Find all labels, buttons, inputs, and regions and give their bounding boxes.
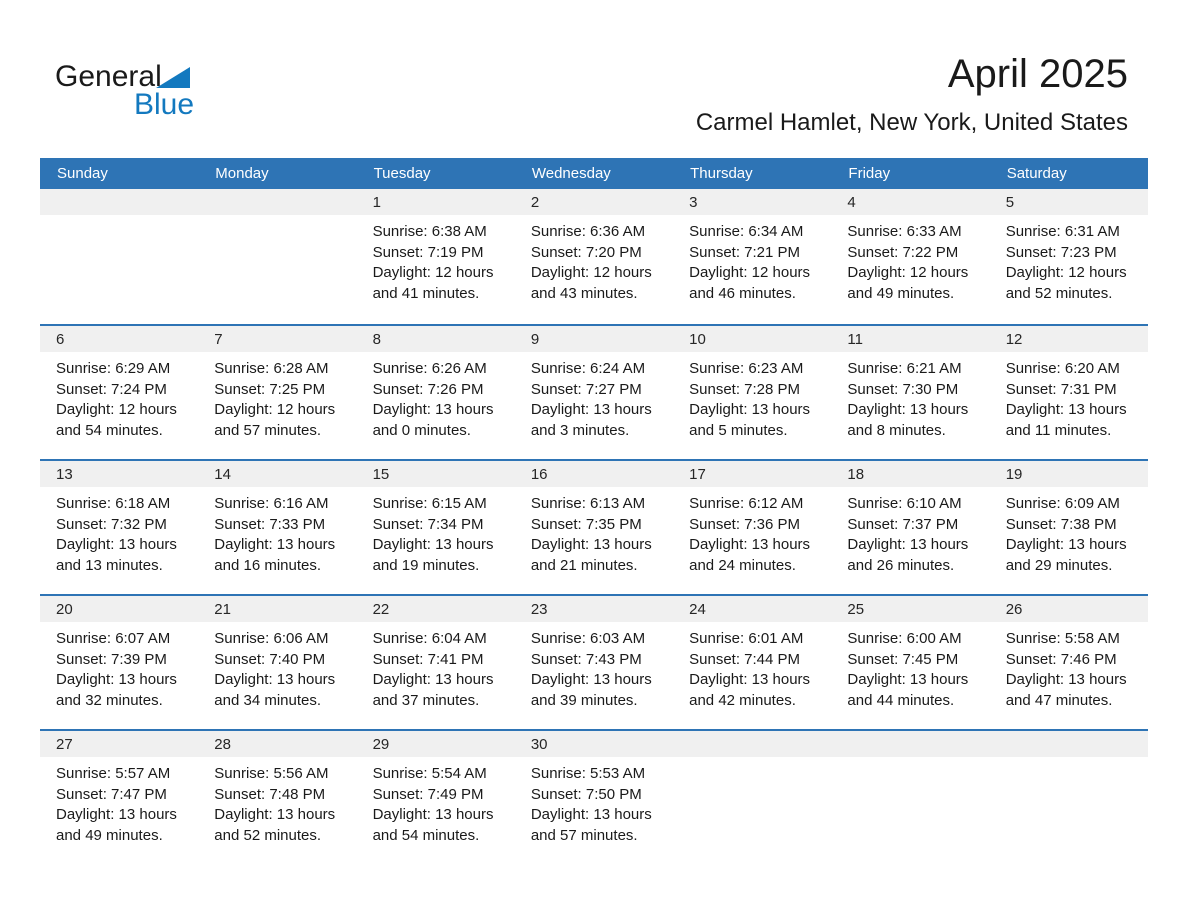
- week-row: [40, 594, 1148, 729]
- daylight2-text: and 54 minutes.: [56, 421, 163, 439]
- day-number: 24: [689, 600, 706, 618]
- daylight2-text: and 39 minutes.: [530, 691, 638, 709]
- daylight1-text: Daylight: 13 hours: [214, 671, 336, 688]
- weekday-header-wednesday: Wednesday: [531, 165, 611, 182]
- logo-triangle-icon: [156, 67, 190, 88]
- daylight1-text: Daylight: 13 hours: [1005, 536, 1127, 553]
- sunrise-text: Sunrise: 6:29 AM: [56, 360, 171, 377]
- sunrise-text: Sunrise: 6:20 AM: [1005, 360, 1120, 377]
- day-number: 30: [530, 735, 548, 753]
- day-number: 21: [214, 600, 231, 618]
- day-cell: [673, 487, 831, 576]
- day-number: 3: [689, 193, 698, 211]
- sunrise-text: Sunrise: 5:54 AM: [372, 765, 487, 782]
- daylight1-text: Daylight: 13 hours: [214, 536, 336, 553]
- daylight1-text: Daylight: 13 hours: [56, 671, 177, 688]
- day-details-band: [40, 352, 1148, 441]
- sunrise-text: Sunrise: 6:15 AM: [372, 495, 487, 512]
- daylight2-text: and 19 minutes.: [372, 556, 480, 574]
- sunset-text: Sunset: 7:26 PM: [372, 380, 484, 398]
- day-number: 11: [847, 330, 863, 348]
- daylight2-text: and 11 minutes.: [1005, 421, 1112, 439]
- day-cell: [990, 622, 1148, 711]
- daylight1-text: Daylight: 12 hours: [372, 264, 494, 281]
- week-row: [40, 729, 1148, 864]
- empty-day-cell: [831, 757, 989, 846]
- sunset-text: Sunset: 7:24 PM: [56, 380, 167, 398]
- daylight1-text: Daylight: 13 hours: [530, 401, 652, 418]
- daylight1-text: Daylight: 13 hours: [372, 536, 494, 553]
- daylight2-text: and 49 minutes.: [56, 826, 163, 844]
- sunset-text: Sunset: 7:28 PM: [689, 380, 801, 398]
- sunset-text: Sunset: 7:22 PM: [847, 243, 959, 261]
- week-row: [40, 459, 1148, 594]
- daylight1-text: Daylight: 13 hours: [847, 401, 969, 418]
- calendar-table: [40, 158, 1148, 864]
- weekday-header-thursday: Thursday: [690, 165, 753, 182]
- day-cell: [357, 487, 515, 576]
- day-cell: [990, 215, 1148, 304]
- general-blue-logo: [55, 60, 215, 122]
- empty-day-cell: [673, 757, 831, 846]
- sunrise-text: Sunrise: 6:34 AM: [689, 223, 804, 240]
- daylight1-text: Daylight: 13 hours: [372, 806, 494, 823]
- sunrise-text: Sunrise: 6:38 AM: [372, 223, 487, 240]
- daylight1-text: Daylight: 13 hours: [530, 671, 652, 688]
- daylight2-text: and 54 minutes.: [372, 826, 480, 844]
- daylight2-text: and 26 minutes.: [847, 556, 955, 574]
- daylight2-text: and 29 minutes.: [1005, 556, 1113, 574]
- sunrise-text: Sunrise: 5:58 AM: [1005, 630, 1120, 647]
- day-cell: [515, 622, 673, 711]
- day-number: 23: [530, 600, 548, 618]
- sunrise-text: Sunrise: 6:00 AM: [847, 630, 962, 647]
- daylight1-text: Daylight: 13 hours: [847, 536, 969, 553]
- daylight1-text: Daylight: 13 hours: [530, 536, 652, 553]
- sunset-text: Sunset: 7:50 PM: [530, 785, 642, 803]
- daylight2-text: and 43 minutes.: [530, 284, 638, 302]
- sunset-text: Sunset: 7:45 PM: [847, 650, 959, 668]
- daylight1-text: Daylight: 13 hours: [1005, 401, 1127, 418]
- daylight1-text: Daylight: 13 hours: [530, 806, 652, 823]
- day-number: 22: [372, 600, 390, 618]
- day-cell: [515, 215, 673, 304]
- sunset-text: Sunset: 7:32 PM: [56, 515, 167, 533]
- day-number: 29: [372, 735, 390, 753]
- day-number: 15: [372, 465, 390, 483]
- empty-day-cell: [990, 757, 1148, 846]
- daylight2-text: and 57 minutes.: [530, 826, 638, 844]
- sunrise-text: Sunrise: 6:31 AM: [1005, 223, 1120, 240]
- sunrise-text: Sunrise: 6:13 AM: [530, 495, 646, 512]
- daylight1-text: Daylight: 13 hours: [689, 536, 811, 553]
- daylight1-text: Daylight: 12 hours: [214, 401, 336, 418]
- sunrise-text: Sunrise: 6:01 AM: [689, 630, 804, 647]
- day-cell: [198, 352, 356, 441]
- day-number: 27: [56, 735, 73, 753]
- sunrise-text: Sunrise: 6:21 AM: [847, 360, 962, 377]
- sunset-text: Sunset: 7:31 PM: [1005, 380, 1117, 398]
- daylight2-text: and 8 minutes.: [847, 421, 946, 439]
- daylight1-text: Daylight: 12 hours: [530, 264, 652, 281]
- sunrise-text: Sunrise: 6:18 AM: [56, 495, 171, 512]
- day-number: 12: [1005, 330, 1023, 348]
- day-cell: [357, 215, 515, 304]
- empty-day-cell: [40, 215, 198, 304]
- sunset-text: Sunset: 7:35 PM: [530, 515, 642, 533]
- daylight2-text: and 24 minutes.: [689, 556, 796, 574]
- day-details-band: [40, 757, 1148, 846]
- daylight2-text: and 16 minutes.: [214, 556, 322, 574]
- sunset-text: Sunset: 7:36 PM: [689, 515, 801, 533]
- daylight2-text: and 49 minutes.: [847, 284, 955, 302]
- day-cell: [673, 622, 831, 711]
- day-details-band: [40, 487, 1148, 576]
- day-cell: [831, 487, 989, 576]
- sunrise-text: Sunrise: 6:16 AM: [214, 495, 329, 512]
- daylight2-text: and 44 minutes.: [847, 691, 955, 709]
- day-cell: [357, 352, 515, 441]
- sunset-text: Sunset: 7:39 PM: [56, 650, 167, 668]
- day-cell: [831, 352, 989, 441]
- sunset-text: Sunset: 7:27 PM: [530, 380, 642, 398]
- sunset-text: Sunset: 7:34 PM: [372, 515, 484, 533]
- page-title: April 2025: [947, 52, 1128, 96]
- weekday-header-sunday: Sunday: [57, 165, 108, 182]
- daylight1-text: Daylight: 12 hours: [847, 264, 969, 281]
- day-number: 5: [1005, 193, 1015, 211]
- daylight1-text: Daylight: 13 hours: [372, 401, 494, 418]
- daylight1-text: Daylight: 12 hours: [689, 264, 811, 281]
- sunset-text: Sunset: 7:46 PM: [1005, 650, 1117, 668]
- sunset-text: Sunset: 7:40 PM: [214, 650, 326, 668]
- weekday-header-friday: Friday: [848, 165, 891, 182]
- sunset-text: Sunset: 7:25 PM: [214, 380, 326, 398]
- day-cell: [515, 487, 673, 576]
- daylight1-text: Daylight: 13 hours: [689, 671, 811, 688]
- daylight1-text: Daylight: 13 hours: [1005, 671, 1127, 688]
- sunset-text: Sunset: 7:49 PM: [372, 785, 484, 803]
- daylight2-text: and 3 minutes.: [530, 421, 630, 439]
- sunset-text: Sunset: 7:21 PM: [689, 243, 801, 261]
- day-number-band: [40, 731, 1148, 757]
- day-number: 7: [214, 330, 223, 348]
- daylight2-text: and 37 minutes.: [372, 691, 480, 709]
- daylight1-text: Daylight: 13 hours: [847, 671, 969, 688]
- sunrise-text: Sunrise: 6:06 AM: [214, 630, 329, 647]
- day-details-band: [40, 215, 1148, 304]
- sunset-text: Sunset: 7:33 PM: [214, 515, 326, 533]
- day-number: 18: [847, 465, 865, 483]
- logo-text-general: General: [55, 60, 162, 93]
- day-cell: [357, 757, 515, 846]
- weekday-header-tuesday: Tuesday: [373, 165, 431, 182]
- day-number: 1: [372, 193, 381, 211]
- day-cell: [673, 215, 831, 304]
- daylight1-text: Daylight: 13 hours: [214, 806, 336, 823]
- sunrise-text: Sunrise: 6:33 AM: [847, 223, 962, 240]
- sunrise-text: Sunrise: 6:28 AM: [214, 360, 329, 377]
- day-number: 9: [530, 330, 540, 348]
- sunset-text: Sunset: 7:48 PM: [214, 785, 326, 803]
- sunrise-text: Sunrise: 6:12 AM: [689, 495, 804, 512]
- sunset-text: Sunset: 7:44 PM: [689, 650, 801, 668]
- sunrise-text: Sunrise: 6:09 AM: [1005, 495, 1120, 512]
- daylight2-text: and 0 minutes.: [372, 421, 471, 439]
- day-number: 19: [1005, 465, 1023, 483]
- day-number: 8: [372, 330, 381, 348]
- weekday-header-saturday: Saturday: [1006, 165, 1067, 182]
- day-cell: [515, 757, 673, 846]
- day-number-band: [40, 189, 1148, 215]
- day-number-band: [40, 461, 1148, 487]
- sunrise-text: Sunrise: 6:03 AM: [530, 630, 646, 647]
- day-number: 25: [847, 600, 865, 618]
- weekday-header-row: [40, 158, 1148, 189]
- day-cell: [40, 757, 198, 846]
- sunset-text: Sunset: 7:23 PM: [1005, 243, 1117, 261]
- day-number: 10: [689, 330, 706, 348]
- sunset-text: Sunset: 7:38 PM: [1005, 515, 1117, 533]
- daylight2-text: and 57 minutes.: [214, 421, 322, 439]
- daylight2-text: and 42 minutes.: [689, 691, 796, 709]
- daylight2-text: and 5 minutes.: [689, 421, 788, 439]
- daylight2-text: and 41 minutes.: [372, 284, 480, 302]
- day-cell: [831, 622, 989, 711]
- week-row: [40, 324, 1148, 459]
- day-number: 28: [214, 735, 231, 753]
- daylight1-text: Daylight: 13 hours: [56, 536, 177, 553]
- calendar-weeks: [40, 189, 1148, 864]
- sunset-text: Sunset: 7:19 PM: [372, 243, 484, 261]
- day-number: 4: [847, 193, 856, 211]
- day-number-band: [40, 326, 1148, 352]
- sunrise-text: Sunrise: 6:24 AM: [530, 360, 646, 377]
- sunset-text: Sunset: 7:41 PM: [372, 650, 484, 668]
- logo-text-blue: Blue: [134, 88, 195, 121]
- day-cell: [990, 487, 1148, 576]
- sunset-text: Sunset: 7:47 PM: [56, 785, 167, 803]
- day-number-band: [40, 596, 1148, 622]
- sunset-text: Sunset: 7:43 PM: [530, 650, 642, 668]
- day-number: 13: [56, 465, 73, 483]
- sunrise-text: Sunrise: 6:36 AM: [530, 223, 646, 240]
- sunset-text: Sunset: 7:37 PM: [847, 515, 959, 533]
- day-cell: [40, 487, 198, 576]
- day-cell: [515, 352, 673, 441]
- day-number: 20: [56, 600, 73, 618]
- day-cell: [990, 352, 1148, 441]
- daylight2-text: and 52 minutes.: [214, 826, 322, 844]
- page-location: Carmel Hamlet, New York, United States: [695, 109, 1128, 136]
- day-number: 16: [530, 465, 548, 483]
- day-cell: [198, 487, 356, 576]
- sunrise-text: Sunrise: 5:57 AM: [56, 765, 171, 782]
- day-number: 17: [689, 465, 706, 483]
- title-block: [696, 52, 1128, 137]
- sunrise-text: Sunrise: 6:04 AM: [372, 630, 487, 647]
- day-cell: [40, 622, 198, 711]
- day-cell: [831, 215, 989, 304]
- empty-day-cell: [198, 215, 356, 304]
- day-cell: [198, 757, 356, 846]
- day-details-band: [40, 622, 1148, 711]
- sunrise-text: Sunrise: 6:07 AM: [56, 630, 171, 647]
- daylight2-text: and 21 minutes.: [530, 556, 638, 574]
- daylight1-text: Daylight: 13 hours: [56, 806, 177, 823]
- sunrise-text: Sunrise: 6:10 AM: [847, 495, 962, 512]
- sunrise-text: Sunrise: 6:26 AM: [372, 360, 487, 377]
- weekday-header-monday: Monday: [215, 165, 269, 182]
- sunset-text: Sunset: 7:20 PM: [530, 243, 642, 261]
- daylight2-text: and 47 minutes.: [1005, 691, 1113, 709]
- daylight2-text: and 46 minutes.: [689, 284, 796, 302]
- day-cell: [357, 622, 515, 711]
- day-number: 6: [56, 330, 65, 348]
- daylight1-text: Daylight: 12 hours: [56, 401, 177, 418]
- day-number: 14: [214, 465, 231, 483]
- daylight1-text: Daylight: 12 hours: [1005, 264, 1127, 281]
- daylight1-text: Daylight: 13 hours: [372, 671, 494, 688]
- day-cell: [198, 622, 356, 711]
- day-cell: [40, 352, 198, 441]
- sunrise-text: Sunrise: 6:23 AM: [689, 360, 804, 377]
- day-number: 26: [1005, 600, 1023, 618]
- day-cell: [673, 352, 831, 441]
- sunrise-text: Sunrise: 5:53 AM: [530, 765, 646, 782]
- daylight2-text: and 34 minutes.: [214, 691, 322, 709]
- daylight2-text: and 13 minutes.: [56, 556, 163, 574]
- sunset-text: Sunset: 7:30 PM: [847, 380, 959, 398]
- sunrise-text: Sunrise: 5:56 AM: [214, 765, 329, 782]
- week-row: [40, 189, 1148, 324]
- daylight2-text: and 52 minutes.: [1005, 284, 1113, 302]
- daylight1-text: Daylight: 13 hours: [689, 401, 811, 418]
- day-number: 2: [530, 193, 540, 211]
- daylight2-text: and 32 minutes.: [56, 691, 163, 709]
